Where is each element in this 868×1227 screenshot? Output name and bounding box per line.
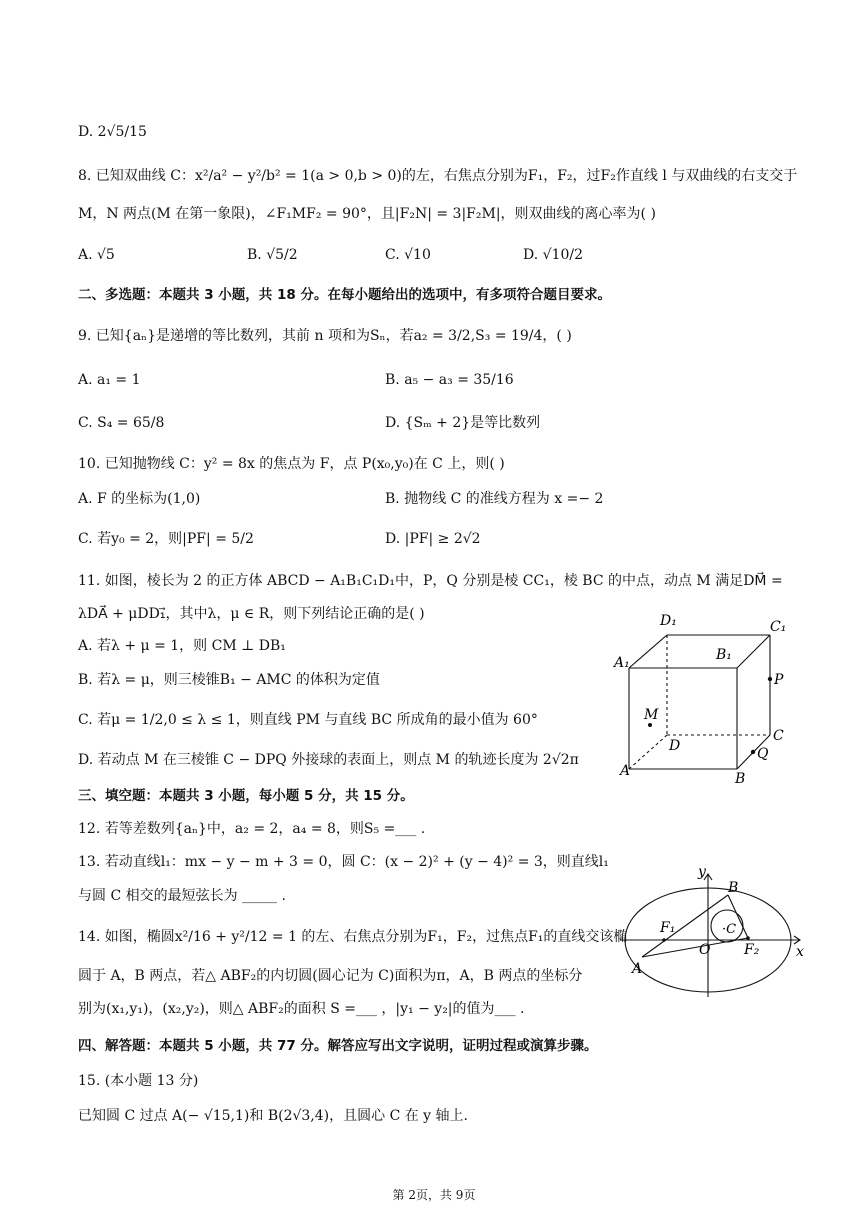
label-c: C [773,728,784,744]
label-o: O [699,942,711,958]
label-b: B [735,771,746,785]
ellipse-figure [620,862,810,1002]
q9-option-b: B. a₅ − a₃ = 35/16 [385,372,514,388]
label-a1: A₁ [614,655,630,671]
q12-stem: 12. 若等差数列{aₙ}中，a₂ = 2，a₄ = 8，则S₅ =___ . [78,821,426,837]
q14-stem-line2: 圆于 A，B 两点，若△ ABF₂的内切圆(圆心记为 C)面积为π，A，B 两点的坐标分 [78,968,583,984]
q11-option-c: C. 若μ = 1/2,0 ≤ λ ≤ 1，则直线 PM 与直线 BC 所成角的最小值为 60° [78,712,538,728]
q10-option-b: B. 抛物线 C 的准线方程为 x =− 2 [385,491,604,507]
label-a: A [632,961,643,977]
q8-option-a: A. √5 [78,247,115,263]
label-x-axis: x [796,944,804,960]
label-c1: C₁ [770,619,787,635]
q10-stem: 10. 已知抛物线 C：y² = 8x 的焦点为 F，点 P(x₀,y₀)在 C 上，则( ) [78,456,505,472]
label-b: B [728,880,739,896]
q9-option-a: A. a₁ = 1 [78,372,141,388]
label-m: M [644,707,659,723]
q8-option-d: D. √10/2 [523,247,583,263]
section-4-heading: 四、解答题：本题共 5 小题，共 77 分。解答应写出文字说明，证明过程或演算步骤。 [78,1038,598,1054]
label-d: D [669,738,681,754]
q9-stem: 9. 已知{aₙ}是递增的等比数列，其前 n 项和为Sₙ，若a₂ = 3/2,S₃ = 19/4，( ) [78,328,572,344]
section-3-heading: 三、填空题：本题共 3 小题，每小题 5 分，共 15 分。 [78,788,414,804]
q13-stem-line2: 与圆 C 相交的最短弦长为 _____ . [78,888,286,904]
label-f2: F₂ [744,942,760,958]
q11-option-a: A. 若λ + μ = 1，则 CM ⊥ DB₁ [78,638,286,654]
label-a: A [620,763,631,779]
label-b1: B₁ [716,647,732,663]
q11-stem-line2: λDA⃗ + μDD₁⃗，其中λ，μ ∈ R，则下列结论正确的是( ) [78,606,425,622]
label-d1: D₁ [660,613,677,629]
q9-option-c: C. S₄ = 65/8 [78,415,165,431]
q8-option-c: C. √10 [385,247,431,263]
q13-stem-line1: 13. 若动直线l₁：mx − y − m + 3 = 0，圆 C：(x − 2)² + (y − 4)² = 3，则直线l₁ [78,854,609,870]
q11-option-d: D. 若动点 M 在三棱锥 C − DPQ 外接球的表面上，则点 M 的轨迹长度为 2√2π [78,752,579,768]
cube-figure [610,605,800,785]
label-c: ·C [722,922,737,937]
label-p: P [774,672,784,688]
page-footer: 第 2页，共 9页 [392,1188,476,1202]
q8-stem-line2: M，N 两点(M 在第一象限)，∠F₁MF₂ = 90°，且|F₂N| = 3|F₂M|，则双曲线的离心率为( ) [78,206,656,222]
q10-option-a: A. F 的坐标为(1,0) [78,491,201,507]
label-q: Q [757,746,769,762]
section-2-heading: 二、多选题：本题共 3 小题，共 18 分。在每小题给出的选项中，有多项符合题目要求。 [78,287,611,303]
q14-stem-line1: 14. 如图，椭圆x²/16 + y²/12 = 1 的左、右焦点分别为F₁，F₂，过焦点F₁的直线交该椭 [78,929,628,945]
q15-header: 15. (本小题 13 分) [78,1073,199,1089]
label-f1: F₁ [660,920,676,936]
q10-option-c: C. 若y₀ = 2，则|PF| = 5/2 [78,531,254,547]
q10-option-d: D. |PF| ≥ 2√2 [385,531,481,547]
q9-option-d: D. {Sₘ + 2}是等比数列 [385,415,541,431]
q11-stem-line1: 11. 如图，棱长为 2 的正方体 ABCD − A₁B₁C₁D₁中，P，Q 分别是棱 CC₁，棱 BC 的中点，动点 M 满足DM⃗ = [78,573,783,589]
q14-stem-line3: 别为(x₁,y₁)，(x₂,y₂)，则△ ABF₂的面积 S =___ ，|y₁ − y₂|的值为___ . [78,1001,525,1017]
q11-option-b: B. 若λ = μ，则三棱锥B₁ − AMC 的体积为定值 [78,672,380,688]
q15-stem: 已知圆 C 过点 A(− √15,1)和 B(2√3,4)，且圆心 C 在 y 轴上. [78,1108,468,1124]
q7-option-d: D. 2√5/15 [78,124,147,140]
q8-option-b: B. √5/2 [247,247,298,263]
q8-stem-line1: 8. 已知双曲线 C：x²/a² − y²/b² = 1(a > 0,b > 0)的左，右焦点分别为F₁，F₂，过F₂作直线 l 与双曲线的右支交于 [78,168,798,184]
label-y-axis: y [698,864,706,880]
